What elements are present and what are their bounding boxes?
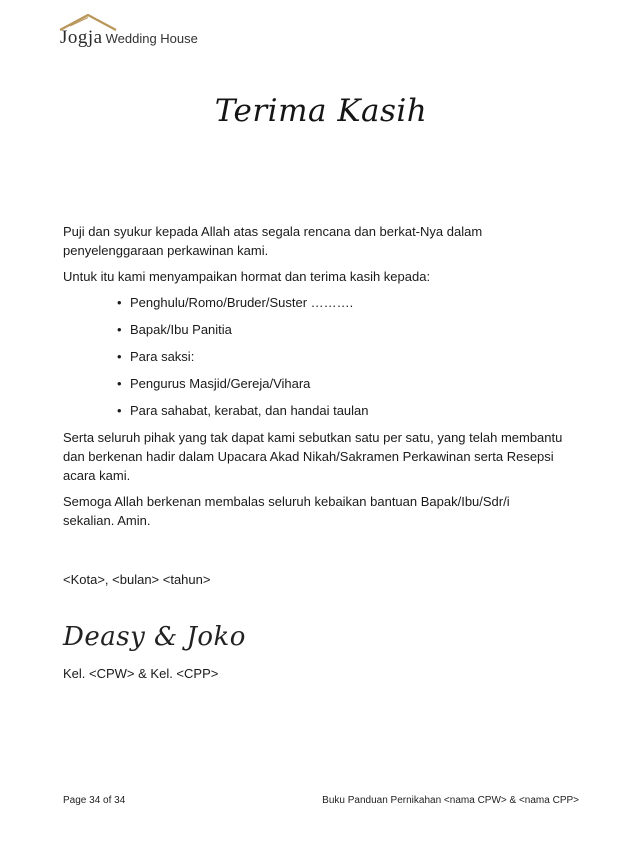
list-item-text: Para sahabat, kerabat, dan handai taulan: [130, 403, 369, 418]
paragraph-line: penyelenggaraan perkawinan kami.: [63, 243, 269, 258]
list-item: [63, 401, 583, 420]
paragraph-prayer: [63, 492, 583, 530]
thanks-list: [63, 293, 583, 420]
brand-logo: [58, 12, 228, 46]
paragraph-line: Serta seluruh pihak yang tak dapat kami sebutkan satu per satu, yang telah membantu: [63, 430, 563, 445]
paragraph-intro: Untuk itu kami menyampaikan hormat dan terima kasih kepada:: [63, 269, 431, 284]
letter-body: [63, 222, 583, 537]
couple-signature: Deasy & Joko: [63, 622, 246, 652]
paragraph-line: Semoga Allah berkenan membalas seluruh kebaikan bantuan Bapak/Ibu/Sdr/i: [63, 494, 510, 509]
list-item: [63, 374, 583, 393]
paragraph-thanks-all: [63, 428, 583, 485]
bullet: •: [117, 376, 122, 391]
bullet: •: [117, 295, 122, 310]
list-item: [63, 347, 583, 366]
page-number: Page 34 of 34: [63, 795, 126, 806]
place-date: <Kota>, <bulan> <tahun>: [63, 572, 211, 587]
paragraph-gratitude: [63, 222, 583, 260]
bullet: •: [117, 349, 122, 364]
list-item-text: Bapak/Ibu Panitia: [130, 322, 232, 337]
families-line: Kel. <CPW> & Kel. <CPP>: [63, 666, 219, 681]
bullet: •: [117, 322, 122, 337]
logo-brand: Jogja: [60, 27, 103, 48]
list-item-text: Para saksi:: [130, 349, 195, 364]
list-item: [63, 293, 583, 312]
list-item-text: Pengurus Masjid/Gereja/Vihara: [130, 376, 311, 391]
paragraph-line: acara kami.: [63, 468, 131, 483]
paragraph-line: Puji dan syukur kepada Allah atas segala rencana dan berkat-Nya dalam: [63, 224, 483, 239]
book-title: Buku Panduan Pernikahan <nama CPW> & <nama CPP>: [322, 795, 579, 806]
list-item: [63, 320, 583, 339]
list-item-text: Penghulu/Romo/Bruder/Suster ……….: [130, 295, 354, 310]
logo-subtitle: Wedding House: [105, 31, 198, 46]
paragraph-line: dan berkenan hadir dalam Upacara Akad Nikah/Sakramen Perkawinan serta Resepsi: [63, 449, 554, 464]
logo-text: [60, 27, 198, 49]
bullet: •: [117, 403, 122, 418]
page-title: Terima Kasih: [214, 93, 428, 129]
paragraph-line: sekalian. Amin.: [63, 513, 151, 528]
